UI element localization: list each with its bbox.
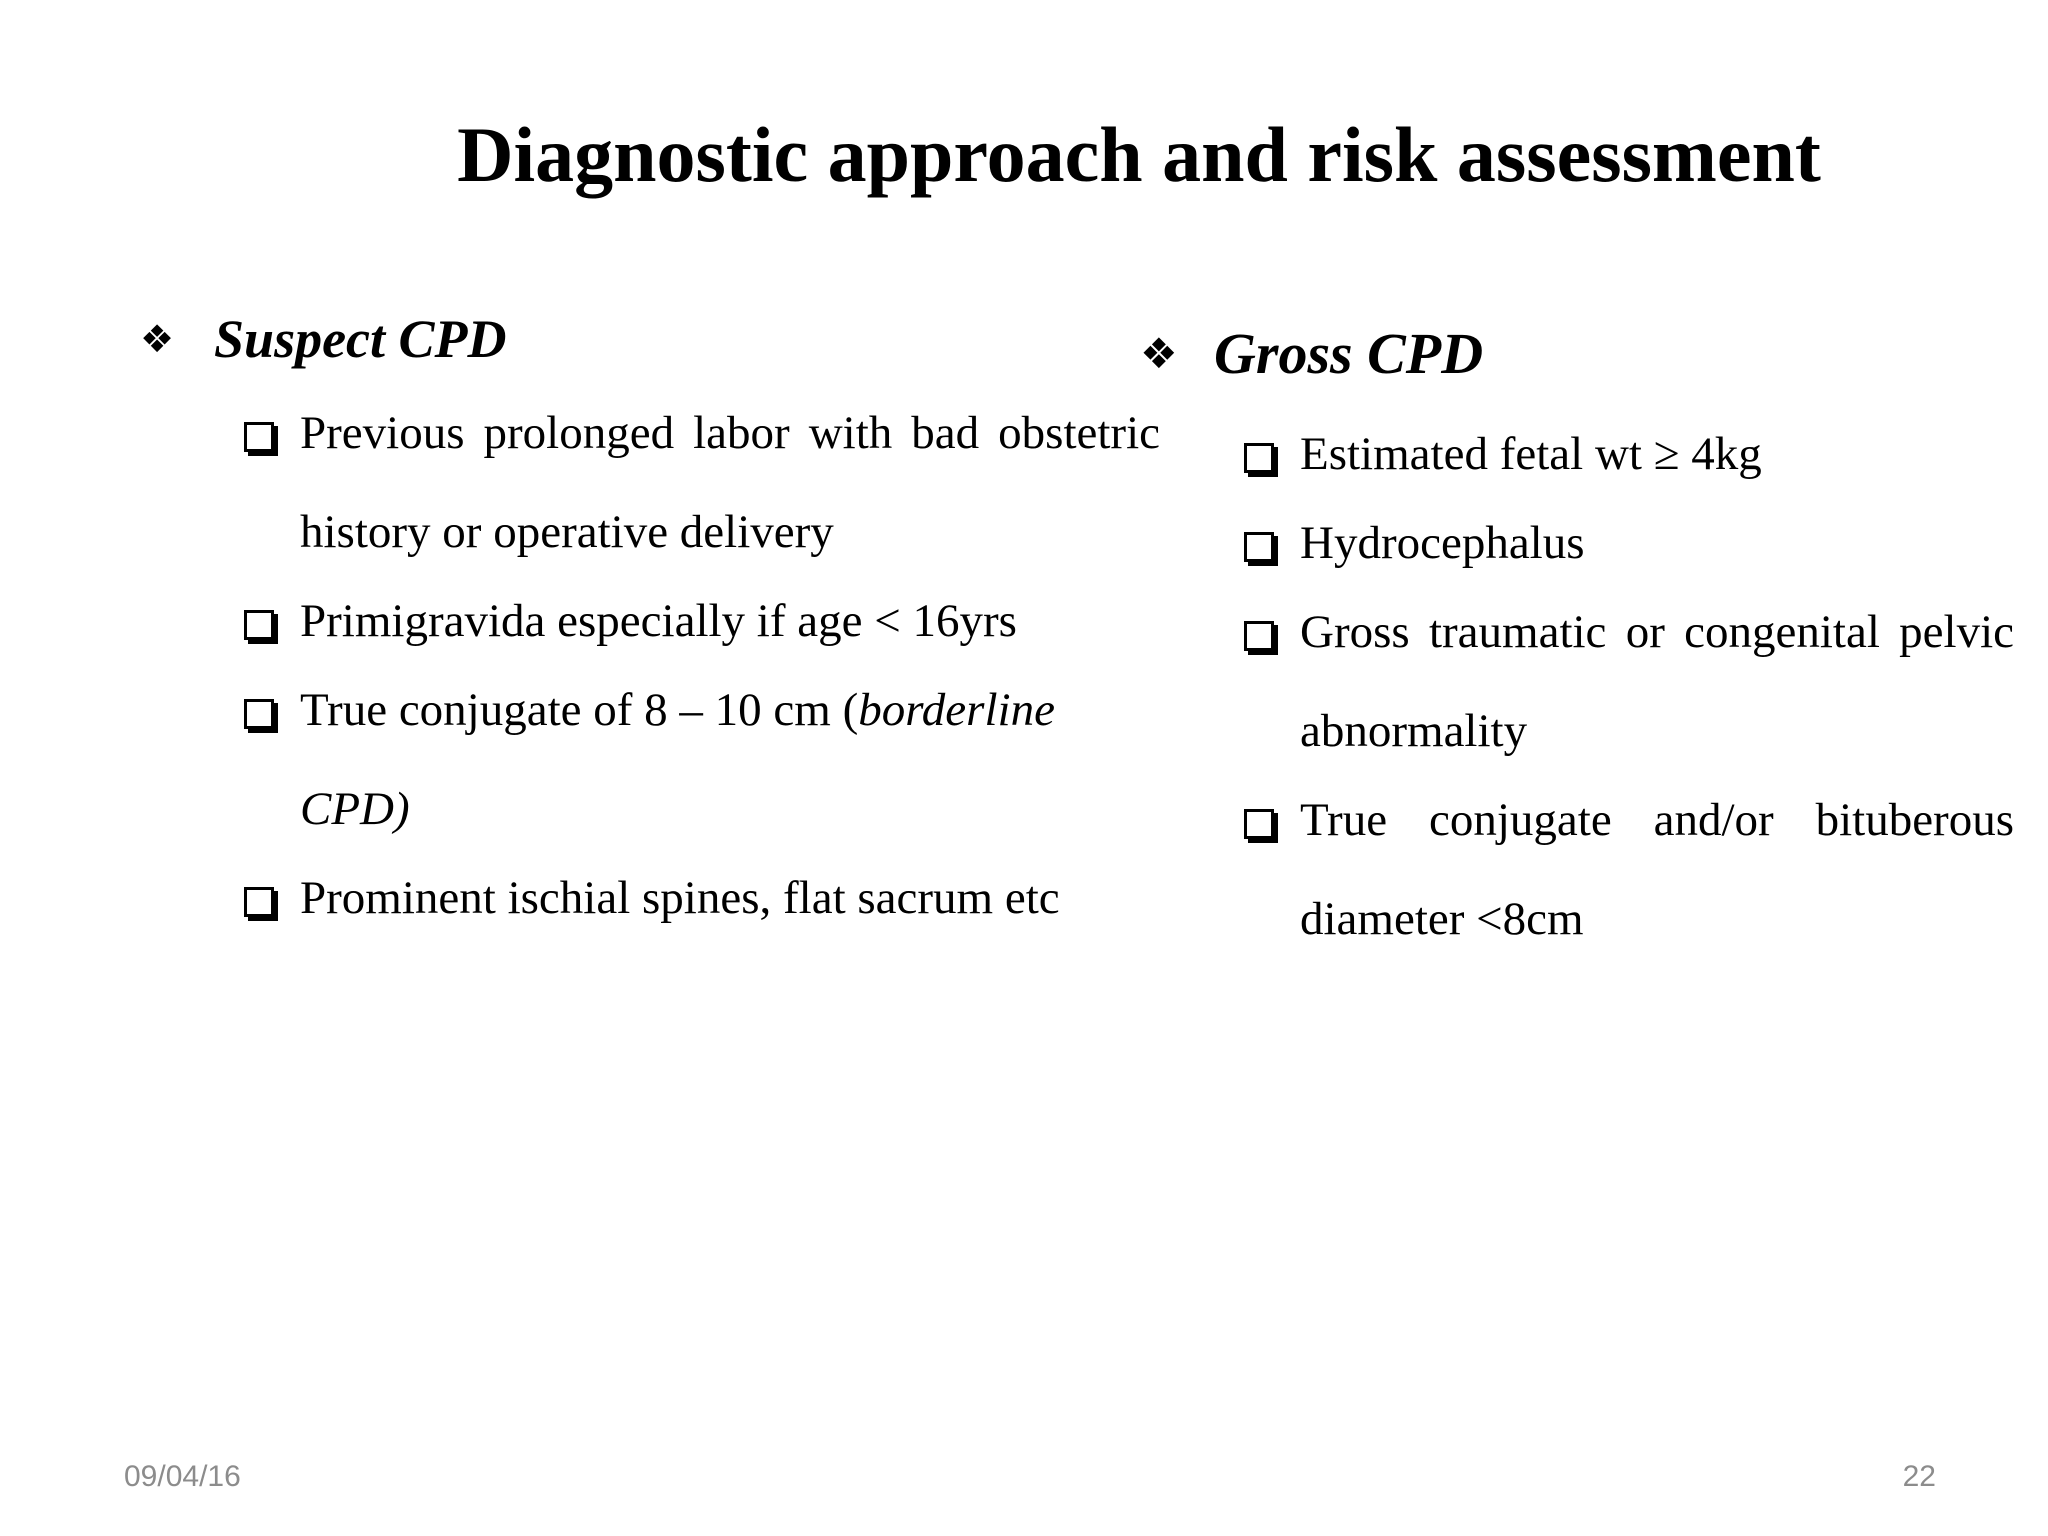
gross-cpd-list [1244,429,2014,969]
list-item [1244,429,2014,504]
footer-date: 09/04/16 [124,1460,241,1493]
section-title-suspect-cpd: Suspect CPD [214,309,507,369]
suspect-cpd-section [140,308,1160,962]
list-item-text: Estimated fetal wt ≥ 4kg [1300,428,1762,480]
diamond-bullet-icon: ❖ [140,317,175,361]
list-item [1244,795,2014,969]
list-item [1244,518,2014,593]
list-item-text: Prominent ischial spines, flat sacrum etc [300,872,1060,924]
list-item-text-italic: borderline CPD) [300,684,1055,835]
list-item-text: Hydrocephalus [1300,517,1585,569]
list-item [244,408,1160,582]
checkbox-bullet-icon [244,422,274,452]
gross-cpd-section [1140,320,2014,983]
list-item [244,596,1160,671]
diamond-bullet-icon: ❖ [1140,328,1178,378]
checkbox-bullet-icon [1244,809,1274,839]
section-title-gross-cpd: Gross CPD [1214,321,1484,386]
list-item-text: Gross traumatic or congenital pelvic abnormality [1300,606,2014,757]
list-item-text: Previous prolonged labor with bad obstetric history or operative delivery [300,407,1160,558]
suspect-cpd-list [244,408,1160,948]
checkbox-bullet-icon [244,610,274,640]
checkbox-bullet-icon [1244,621,1274,651]
section-heading [1140,320,2010,387]
list-item [244,873,1160,948]
checkbox-bullet-icon [1244,532,1274,562]
page-number: 22 [1902,1460,1936,1493]
list-item-text: True conjugate and/or bituberous diameter <8cm [1300,794,2014,945]
list-item-text-main: True conjugate of 8 – 10 cm ( [300,684,859,736]
checkbox-bullet-icon [1244,443,1274,473]
slide-title: Diagnostic approach and risk assessment [457,111,1821,198]
checkbox-bullet-icon [244,887,274,917]
section-heading [140,308,1160,370]
checkbox-bullet-icon [244,699,274,729]
list-item [244,685,1160,859]
list-item-text [300,661,1160,859]
list-item [1244,607,2014,781]
list-item-text: Primigravida especially if age < 16yrs [300,595,1017,647]
